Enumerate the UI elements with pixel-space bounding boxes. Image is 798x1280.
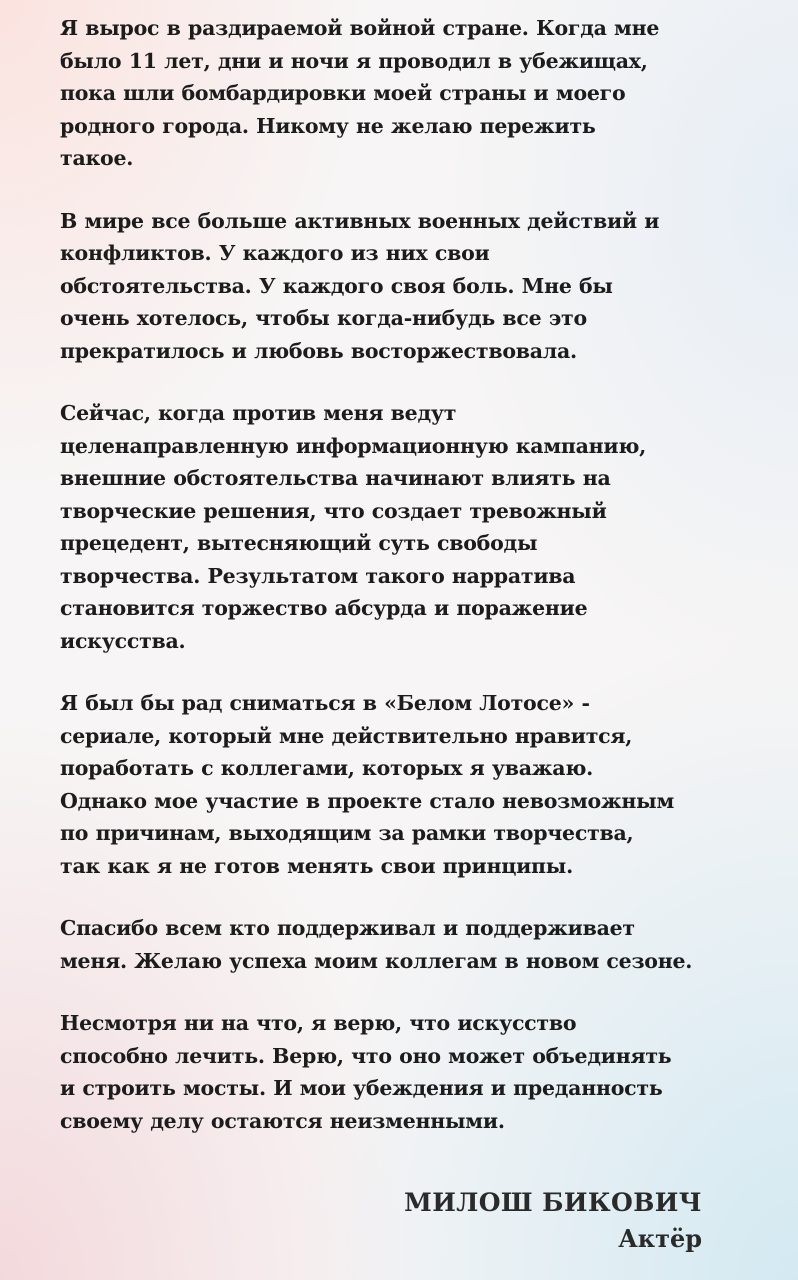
text-line: становится торжество абсурда и поражение — [60, 596, 588, 620]
text-line: обстоятельства. У каждого своя боль. Мне бы — [60, 273, 613, 298]
text-line: своему делу остаются неизменными. — [60, 1108, 505, 1133]
paragraph-5 — [60, 912, 780, 977]
text-line: Спасибо всем кто поддерживал и поддерживает — [60, 916, 635, 940]
paragraph-6 — [60, 1007, 780, 1137]
statement-body — [60, 12, 780, 1167]
text-line: так как я не готов менять свои принципы. — [60, 853, 573, 878]
paragraph-4 — [60, 687, 780, 882]
text-line: искусства. — [60, 628, 186, 653]
text-line: Несмотря ни на что, я верю, что искусство — [60, 1011, 577, 1035]
signature-role: Актёр — [618, 1224, 702, 1253]
text-line: меня. Желаю успеха моим коллегам в новом сезоне. — [60, 948, 693, 973]
text-line: было 11 лет, дни и ночи я проводил в убежищах, — [60, 48, 648, 73]
text-line: сериале, который мне действительно нравится, — [60, 723, 633, 748]
paragraph-2 — [60, 205, 780, 368]
text-line: творческие решения, что создает тревожный — [60, 498, 607, 523]
paragraph-3 — [60, 397, 780, 657]
paragraph-1 — [60, 12, 780, 175]
text-line: такое. — [60, 146, 134, 170]
signature-name: МИЛОШ БИКОВИЧ — [404, 1188, 702, 1217]
text-line: В мире все больше активных военных действий и — [60, 208, 660, 233]
text-line: и строить мосты. И мои убеждения и преданность — [60, 1076, 663, 1100]
text-line: способно лечить. Верю, что оно может объединять — [60, 1043, 672, 1068]
text-line: очень хотелось, чтобы когда-нибудь все это — [60, 306, 587, 330]
text-line: внешние обстоятельства начинают влиять на — [60, 466, 611, 490]
text-line: прекратилось и любовь восторжествовала. — [60, 338, 577, 363]
text-line: Я вырос в раздираемой войной стране. Когда мне — [60, 16, 660, 40]
text-line: конфликтов. У каждого из них свои — [60, 241, 490, 265]
text-line: поработать с коллегами, которых я уважаю. — [60, 756, 593, 780]
text-line: пока шли бомбардировки моей страны и моего — [60, 81, 626, 105]
signature-block — [404, 1184, 702, 1256]
text-line: Однако мое участие в проекте стало невозможным — [60, 788, 675, 813]
text-line: Я был бы рад сниматься в «Белом Лотосе» - — [60, 691, 590, 715]
text-line: родного города. Никому не желаю пережить — [60, 113, 596, 138]
text-line: по причинам, выходящим за рамки творчества, — [60, 821, 634, 845]
text-line: целенаправленную информационную кампанию, — [60, 433, 647, 458]
text-line: Сейчас, когда против меня ведут — [60, 401, 457, 425]
text-line: творчества. Результатом такого нарратива — [60, 563, 576, 588]
text-line: прецедент, вытесняющий суть свободы — [60, 531, 538, 555]
